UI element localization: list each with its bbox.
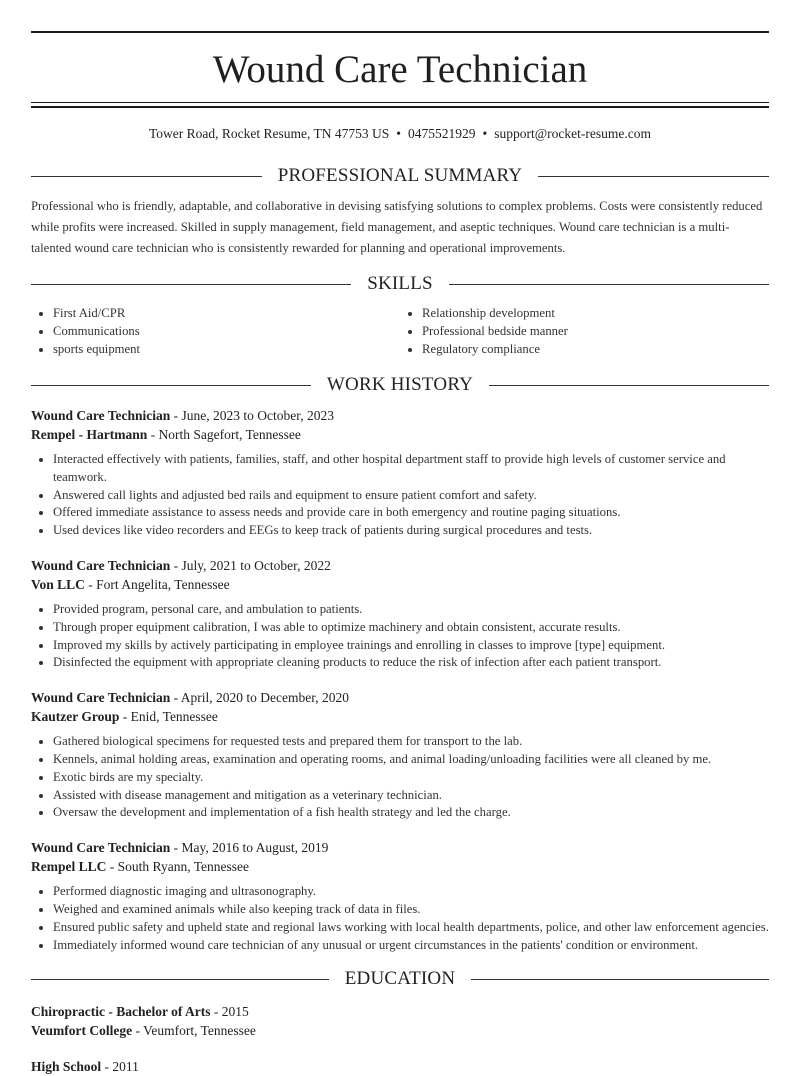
section-title: EDUCATION <box>344 968 456 990</box>
job-bullet: • Weighed and examined animals while also keeping track of data in files. <box>53 901 769 919</box>
skill-item: • Relationship development <box>422 304 769 322</box>
job-bullets <box>31 883 769 954</box>
job-title-line <box>31 838 769 857</box>
education-degree-line <box>31 1057 769 1076</box>
job-location: - Fort Angelita, Tennessee <box>84 576 230 592</box>
divider-line <box>489 385 769 386</box>
education-degree-line <box>31 1002 769 1021</box>
job-bullet: • Offered immediate assistance to assess needs and provide care in both emergency and routine paging situations. <box>53 504 769 522</box>
header-top-rule <box>31 31 769 33</box>
section-title: WORK HISTORY <box>326 374 474 395</box>
job-company: Rempel LLC <box>31 859 107 875</box>
job-bullet: • Interacted effectively with patients, families, staff, and other hospital department staff to provide high levels of customer service and teamwork. <box>53 451 769 487</box>
skill-item: • Professional bedside manner <box>422 322 769 340</box>
job-location: - South Ryann, Tennessee <box>106 859 249 875</box>
job-dates: - May, 2016 to August, 2019 <box>170 840 329 856</box>
job-location: - Enid, Tennessee <box>119 709 218 725</box>
job-dates: - July, 2021 to October, 2022 <box>170 557 331 573</box>
skill-item: • Communications <box>53 322 400 340</box>
job-bullet: • Provided program, personal care, and ambulation to patients. <box>53 601 769 619</box>
job-dates: - April, 2020 to December, 2020 <box>170 690 349 706</box>
job-bullets <box>31 733 769 822</box>
job-bullets <box>31 601 769 672</box>
job-title-line <box>31 556 769 575</box>
contact-email: support@rocket-resume.com <box>494 126 651 141</box>
job-entry <box>31 556 769 672</box>
education-school: Veumfort College <box>31 1023 133 1039</box>
education-school-line <box>31 1021 769 1040</box>
education-year: - 2015 <box>210 1004 249 1020</box>
section-heading-work-history <box>31 374 769 396</box>
education-degree: Chiropractic - Bachelor of Arts <box>31 1004 211 1020</box>
job-company: Kautzer Group <box>31 709 120 725</box>
section-heading-skills <box>31 273 769 295</box>
contact-line <box>31 125 769 143</box>
rule-thick <box>31 106 769 108</box>
education-location: - Veumfort, Tennessee <box>132 1023 256 1039</box>
job-bullet: • Answered call lights and adjusted bed rails and equipment to ensure patient comfort and safety. <box>53 487 769 505</box>
job-bullet: • Through proper equipment calibration, I was able to optimize machinery and obtain consistent, accurate results. <box>53 619 769 637</box>
job-entry <box>31 838 769 954</box>
education-year: - 2011 <box>101 1059 139 1075</box>
job-bullet: • Immediately informed wound care technician of any unusual or urgent circumstances in the patients' condition or environment. <box>53 937 769 955</box>
rule-thin <box>31 102 769 103</box>
divider-line <box>449 284 769 285</box>
resume-title: Wound Care Technician <box>212 48 588 91</box>
resume-page <box>0 31 800 1076</box>
job-company-line <box>31 707 769 726</box>
section-title: SKILLS <box>367 273 433 294</box>
job-company-line <box>31 425 769 444</box>
job-entry <box>31 688 769 822</box>
skills-column-right <box>400 304 769 358</box>
skills-column-left <box>31 304 400 358</box>
job-title-line <box>31 406 769 425</box>
divider-line <box>471 979 769 980</box>
job-bullet: • Gathered biological specimens for requested tests and prepared them for transport to the lab. <box>53 733 769 751</box>
job-bullet: • Disinfected the equipment with appropriate cleaning products to reduce the risk of infection after each patient transport. <box>53 654 769 672</box>
education-entry <box>31 1057 769 1076</box>
divider-line <box>31 176 262 177</box>
bullet-separator: • <box>482 126 488 141</box>
skill-item: • Regulatory compliance <box>422 340 769 358</box>
skill-item: • First Aid/CPR <box>53 304 400 322</box>
job-bullet: • Performed diagnostic imaging and ultrasonography. <box>53 883 769 901</box>
divider-line <box>31 979 329 980</box>
job-bullet: • Assisted with disease management and mitigation as a veterinary technician. <box>53 787 769 805</box>
job-dates: - June, 2023 to October, 2023 <box>170 408 334 423</box>
job-title: Wound Care Technician <box>31 840 171 856</box>
job-bullet: • Exotic birds are my specialty. <box>53 769 769 787</box>
summary-text: Professional who is friendly, adaptable, and collaborative in devising satisfying solutions to complex problems. Costs were consistently reduced while profits were increased. Skilled in supply management, field management, and aseptic techniques. Wound care technician is a multi-talented wound care technician who is consistently rewarded for planning and operational improvements. <box>31 199 763 255</box>
contact-address: Tower Road, Rocket Resume, TN 47753 US <box>148 126 390 141</box>
section-heading-summary <box>31 165 769 187</box>
job-bullets <box>31 451 769 540</box>
divider-line <box>31 284 351 285</box>
skill-item: • sports equipment <box>53 340 400 358</box>
job-bullet: • Oversaw the development and implementation of a fish health strategy and led the charge. <box>53 804 769 822</box>
job-bullet: • Ensured public safety and upheld state and regional laws working with local health departments, police, and other law enforcement agencies. <box>53 919 769 937</box>
skills-list <box>31 304 769 358</box>
divider-line <box>31 385 311 386</box>
job-company: Rempel - Hartmann <box>31 427 148 442</box>
job-entry <box>31 406 769 540</box>
job-title-line <box>31 688 769 707</box>
job-title: Wound Care Technician <box>31 557 171 573</box>
job-bullet: • Used devices like video recorders and EEGs to keep track of patients during surgical procedures and tests. <box>53 522 769 540</box>
header-double-rule <box>31 102 769 108</box>
job-company-line <box>31 575 769 594</box>
job-title: Wound Care Technician <box>31 690 171 706</box>
job-bullet: • Improved my skills by actively participating in employee trainings and enrolling in classes to improve [type] equipment. <box>53 637 769 655</box>
divider-line <box>538 176 769 177</box>
job-title: Wound Care Technician <box>31 408 171 423</box>
job-company: Von LLC <box>31 576 85 592</box>
contact-phone: 0475521929 <box>408 126 476 141</box>
bullet-separator: • <box>396 126 401 141</box>
section-title: PROFESSIONAL SUMMARY <box>277 165 523 186</box>
job-bullet: • Kennels, animal holding areas, examination and operating rooms, and animal loading/unloading facilities were all cleaned by me. <box>53 751 769 769</box>
section-heading-education <box>31 968 769 990</box>
job-company-line <box>31 857 769 876</box>
job-location: - North Sagefort, Tennessee <box>147 427 301 442</box>
education-degree: High School <box>31 1059 102 1075</box>
